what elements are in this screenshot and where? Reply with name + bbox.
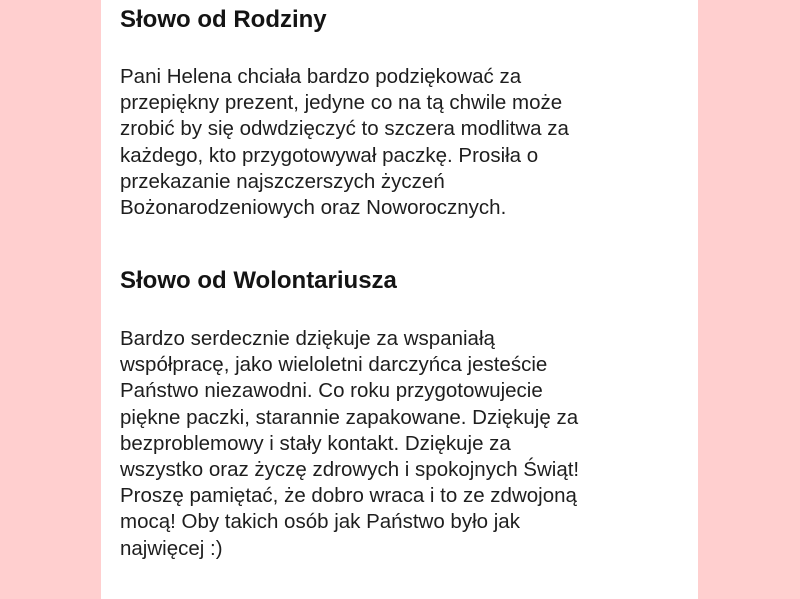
family-message-text [120, 64, 690, 221]
text-line: wszystko oraz życzę zdrowych i spokojnych Świąt! [120, 458, 580, 482]
text-line: przekazanie najszczerszych życzeń [120, 169, 445, 193]
text-line: zrobić by się odwdzięczyć to szczera modlitwa za [120, 117, 569, 141]
text-line: mocą! Oby takich osób jak Państwo było jak [120, 510, 520, 534]
text-line: Bardzo serdecznie dziękuje za wspaniałą [120, 327, 495, 350]
text-line: Państwo niezawodni. Co roku przygotowujecie [120, 379, 543, 403]
text-line: Proszę pamiętać, że dobro wraca i to ze zdwojoną [120, 484, 577, 508]
text-line: współpracę, jako wieloletni darczyńca jesteście [120, 353, 548, 377]
text-line: przepiękny prezent, jedyne co na tą chwile może [120, 91, 563, 115]
text-line: najwięcej :) [120, 536, 223, 560]
volunteer-message-heading: Słowo od Wolontariusza [120, 267, 397, 294]
volunteer-message-text [120, 326, 690, 562]
text-line: piękne paczki, starannie zapakowane. Dziękuję za [120, 405, 579, 429]
text-line: Bożonarodzeniowych oraz Noworocznych. [120, 196, 507, 220]
text-line: bezproblemowy i stały kontakt. Dziękuje za [120, 431, 511, 455]
family-message-heading: Słowo od Rodziny [120, 6, 327, 33]
text-line: każdego, kto przygotowywał paczkę. Prosiła o [120, 143, 539, 167]
text-line: Pani Helena chciała bardzo podziękować za [120, 65, 522, 88]
